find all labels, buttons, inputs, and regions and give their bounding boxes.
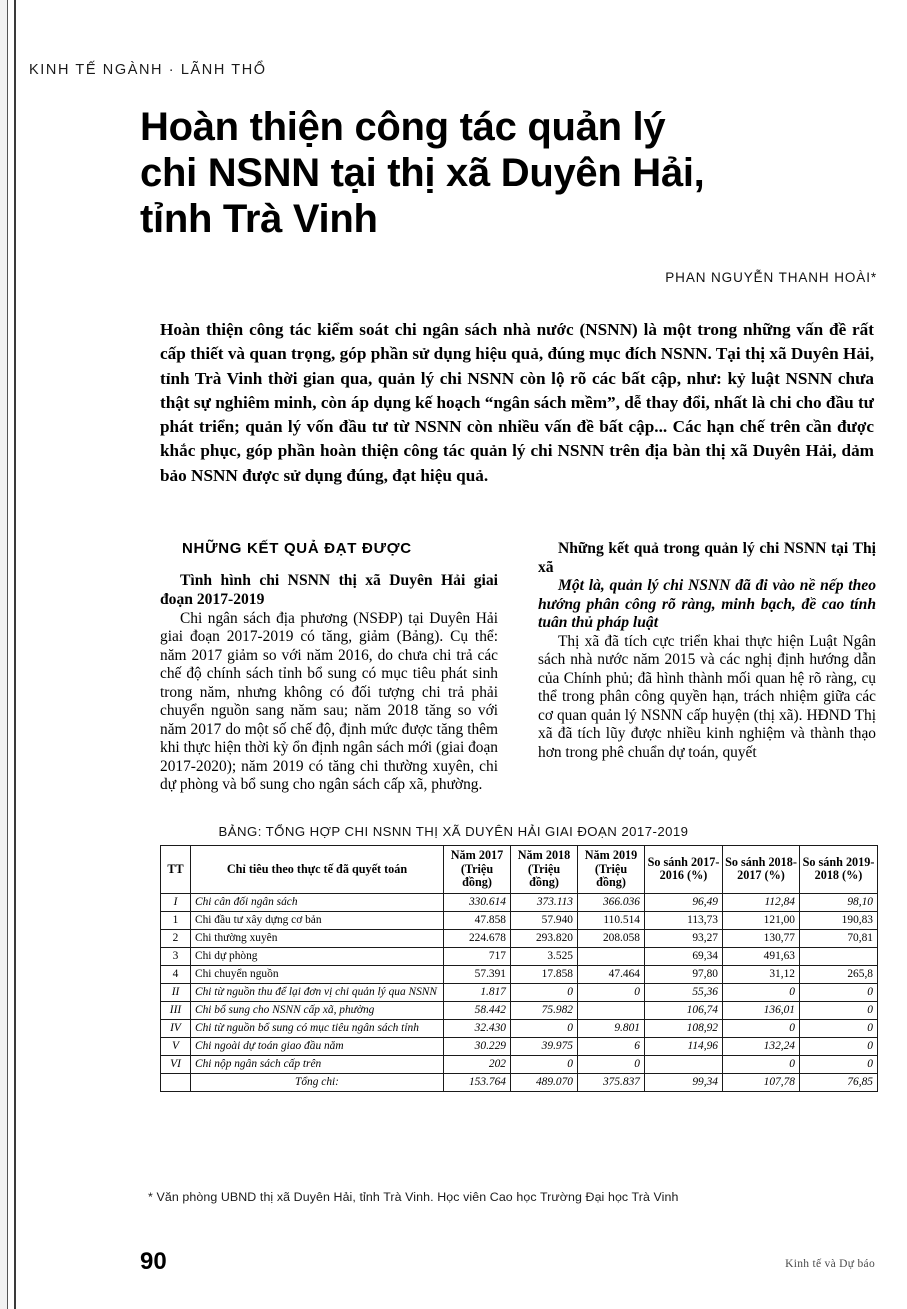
cell-tt: II — [161, 983, 191, 1001]
budget-table — [160, 845, 878, 1092]
cell-label: Chi dự phòng — [191, 947, 444, 965]
right-italic-heading: Một là, quản lý chi NSNN đã đi vào nề nếp theo hướng phân công rõ ràng, minh bạch, đề cao tính tuân thủ pháp luật — [538, 577, 876, 632]
cell-label: Chi nộp ngân sách cấp trên — [191, 1055, 444, 1073]
cell-tt: 4 — [161, 965, 191, 983]
cell-2019: 6 — [578, 1037, 645, 1055]
left-subheading: Tình hình chi NSNN thị xã Duyên Hải giai đoạn 2017-2019 — [160, 572, 498, 608]
section-heading: NHỮNG KẾT QUẢ ĐẠT ĐƯỢC — [182, 540, 412, 557]
cell-tt: 2 — [161, 929, 191, 947]
cell-tt: V — [161, 1037, 191, 1055]
cell-2018: 57.940 — [511, 911, 578, 929]
cell-cmp-1716: 96,49 — [645, 893, 723, 911]
cell-total-cmp-1817: 107,78 — [723, 1073, 800, 1091]
cell-label: Chi bổ sung cho NSNN cấp xã, phường — [191, 1001, 444, 1019]
cell-cmp-1817: 136,01 — [723, 1001, 800, 1019]
table-header-row — [161, 846, 878, 894]
cell-cmp-1918: 265,8 — [800, 965, 878, 983]
cell-2018: 0 — [511, 1055, 578, 1073]
table-row — [161, 1037, 878, 1055]
table-row — [161, 983, 878, 1001]
cell-total-2017: 153.764 — [444, 1073, 511, 1091]
table-row — [161, 1019, 878, 1037]
journal-name: Kinh tế và Dự báo — [785, 1258, 875, 1270]
cell-2018: 75.982 — [511, 1001, 578, 1019]
column-left — [160, 540, 498, 795]
article-abstract: Hoàn thiện công tác kiểm soát chi ngân sách nhà nước (NSNN) là một trong những vấn đề rất cấp thiết và quan trọng, góp phần sử dụng hiệu quả, đúng mục đích NSNN. Tại thị xã Duyên Hải, tỉnh Trà Vinh thời gian qua, quản lý chi NSNN còn lộ rõ các bất cập, như: kỷ luật NSNN chưa thật sự nghiêm minh, còn áp dụng kế hoạch “ngân sách mềm”, dễ thay đổi, nhất là chi cho đầu tư phát triển; quản lý vốn đầu tư từ NSNN còn nhiều vấn đề bất cập... Các hạn chế trên cần được khắc phục, góp phần hoàn thiện công tác quản lý chi NSNN trên địa bàn thị xã Duyên Hải, dảm bảo NSNN được sử dụng đúng, đạt hiệu quả. — [160, 320, 874, 485]
cell-2019: 208.058 — [578, 929, 645, 947]
cell-label: Chi từ nguồn bổ sung có mục tiêu ngân sách tỉnh — [191, 1019, 444, 1037]
cell-cmp-1817: 0 — [723, 983, 800, 1001]
cell-cmp-1817: 491,63 — [723, 947, 800, 965]
title-line-1: Hoàn thiện công tác quản lý — [140, 105, 666, 149]
cell-cmp-1918: 0 — [800, 983, 878, 1001]
cell-tt: 3 — [161, 947, 191, 965]
cell-cmp-1817: 130,77 — [723, 929, 800, 947]
cell-2019: 0 — [578, 1055, 645, 1073]
cell-cmp-1716 — [645, 1055, 723, 1073]
cell-cmp-1918 — [800, 947, 878, 965]
cell-2017: 1.817 — [444, 983, 511, 1001]
cell-2019: 47.464 — [578, 965, 645, 983]
cell-label: Chi ngoài dự toán giao đầu năm — [191, 1037, 444, 1055]
cell-cmp-1716: 97,80 — [645, 965, 723, 983]
table-row — [161, 1001, 878, 1019]
cell-tt: III — [161, 1001, 191, 1019]
cell-cmp-1918: 0 — [800, 1001, 878, 1019]
cell-cmp-1716: 106,74 — [645, 1001, 723, 1019]
col-header-compare-2017-2016: So sánh 2017-2016 (%) — [645, 846, 723, 894]
cell-total-2019: 375.837 — [578, 1073, 645, 1091]
cell-cmp-1716: 55,36 — [645, 983, 723, 1001]
cell-label: Chi cân đối ngân sách — [191, 893, 444, 911]
page-number: 90 — [140, 1248, 167, 1275]
col-header-2018: Năm 2018 (Triệu đồng) — [511, 846, 578, 894]
cell-2018: 293.820 — [511, 929, 578, 947]
cell-label: Chi đầu tư xây dựng cơ bản — [191, 911, 444, 929]
cell-tt: 1 — [161, 911, 191, 929]
left-paragraph: Chi ngân sách địa phương (NSĐP) tại Duyên Hải giai đoạn 2017-2019 có tăng, giảm (Bảng). Cụ thể: năm 2017 giảm so với năm 2016, do chưa chi trả các chế độ chính sách tỉnh bổ sung có mục tiêu phát sinh trong năm, nhưng không có đối tượng chi trả phải chuyển nguồn sang năm sau; năm 2018 tăng so với năm 2017 do một số chế độ, định mức được tăng thêm khi thực hiện thời kỳ ổn định ngân sách mới (giai đoạn 2017-2020); năm 2019 có tăng chi thường xuyên, chi dự phòng và bổ sung cho ngân sách cấp xã, phường. — [160, 609, 498, 794]
cell-2019: 366.036 — [578, 893, 645, 911]
budget-table-wrapper — [160, 845, 877, 1092]
cell-tt: IV — [161, 1019, 191, 1037]
cell-cmp-1918: 0 — [800, 1055, 878, 1073]
cell-2018: 373.113 — [511, 893, 578, 911]
cell-cmp-1817: 121,00 — [723, 911, 800, 929]
cell-total-cmp-1716: 99,34 — [645, 1073, 723, 1091]
cell-cmp-1817: 0 — [723, 1055, 800, 1073]
cell-tt: VI — [161, 1055, 191, 1073]
cell-2017: 58.442 — [444, 1001, 511, 1019]
cell-cmp-1918: 0 — [800, 1037, 878, 1055]
cell-cmp-1918: 0 — [800, 1019, 878, 1037]
cell-cmp-1716: 69,34 — [645, 947, 723, 965]
cell-cmp-1716: 113,73 — [645, 911, 723, 929]
table-total-row — [161, 1073, 878, 1091]
cell-2019 — [578, 1001, 645, 1019]
cell-cmp-1918: 70,81 — [800, 929, 878, 947]
cell-2019 — [578, 947, 645, 965]
cell-total-label: Tổng chi: — [191, 1073, 444, 1091]
cell-2018: 39.975 — [511, 1037, 578, 1055]
section-kicker: KINH TẾ NGÀNH · LÃNH THỔ — [29, 62, 267, 78]
cell-2018: 0 — [511, 983, 578, 1001]
col-header-2017: Năm 2017 (Triệu đồng) — [444, 846, 511, 894]
cell-2018: 17.858 — [511, 965, 578, 983]
right-subheading: Những kết quả trong quản lý chi NSNN tại Thị xã — [538, 540, 876, 576]
two-column-body — [160, 540, 876, 815]
table-row — [161, 893, 878, 911]
table-row — [161, 911, 878, 929]
cell-label: Chi thường xuyên — [191, 929, 444, 947]
table-row — [161, 965, 878, 983]
cell-2018: 3.525 — [511, 947, 578, 965]
col-header-indicator: Chỉ tiêu theo thực tế đã quyết toán — [191, 846, 444, 894]
author-footnote: * Văn phòng UBND thị xã Duyên Hải, tỉnh Trà Vinh. Học viên Cao học Trường Đại học Trà Vinh — [148, 1190, 679, 1204]
page-title — [140, 104, 800, 242]
table-row — [161, 929, 878, 947]
cell-cmp-1918: 98,10 — [800, 893, 878, 911]
cell-cmp-1716: 108,92 — [645, 1019, 723, 1037]
cell-total-2018: 489.070 — [511, 1073, 578, 1091]
table-caption: BẢNG: TỔNG HỢP CHI NSNN THỊ XÃ DUYÊN HẢI GIAI ĐOẠN 2017-2019 — [218, 824, 689, 839]
table-row — [161, 947, 878, 965]
cell-tt-total — [161, 1073, 191, 1091]
title-line-2: chi NSNN tại thị xã Duyên Hải, — [140, 151, 705, 195]
title-line-3: tỉnh Trà Vinh — [140, 197, 378, 241]
cell-2017: 330.614 — [444, 893, 511, 911]
cell-cmp-1716: 114,96 — [645, 1037, 723, 1055]
col-header-compare-2018-2017: So sánh 2018-2017 (%) — [723, 846, 800, 894]
cell-cmp-1817: 112,84 — [723, 893, 800, 911]
right-paragraph: Thị xã đã tích cực triển khai thực hiện Luật Ngân sách nhà nước năm 2015 và các nghị định hướng dẫn của Chính phủ; đã hình thành mối quan hệ rõ ràng, cụ thể trong phân công quyền hạn, trách nhiệm giữa các cơ quan quản lý NSNN cấp huyện (thị xã). HĐND Thị xã đã tích lũy được nhiều kinh nghiệm và thành thạo hơn trong phê chuẩn dự toán, quyết — [538, 632, 876, 761]
author-byline: PHAN NGUYỄN THANH HOÀI* — [665, 270, 877, 285]
cell-2017: 47.858 — [444, 911, 511, 929]
cell-2017: 224.678 — [444, 929, 511, 947]
cell-2017: 202 — [444, 1055, 511, 1073]
col-header-compare-2019-2018: So sánh 2019-2018 (%) — [800, 846, 878, 894]
cell-2017: 32.430 — [444, 1019, 511, 1037]
cell-2017: 717 — [444, 947, 511, 965]
cell-label: Chi chuyển nguồn — [191, 965, 444, 983]
cell-tt: I — [161, 893, 191, 911]
cell-cmp-1817: 0 — [723, 1019, 800, 1037]
cell-cmp-1817: 31,12 — [723, 965, 800, 983]
table-body — [161, 893, 878, 1091]
cell-total-cmp-1918: 76,85 — [800, 1073, 878, 1091]
cell-2019: 110.514 — [578, 911, 645, 929]
cell-2018: 0 — [511, 1019, 578, 1037]
cell-2019: 9.801 — [578, 1019, 645, 1037]
cell-2019: 0 — [578, 983, 645, 1001]
col-header-tt: TT — [161, 846, 191, 894]
table-row — [161, 1055, 878, 1073]
cell-2017: 30.229 — [444, 1037, 511, 1055]
cell-cmp-1716: 93,27 — [645, 929, 723, 947]
cell-2017: 57.391 — [444, 965, 511, 983]
scan-edge-artifact-inner — [0, 0, 8, 1309]
column-right — [538, 540, 876, 762]
col-header-2019: Năm 2019 (Triệu đồng) — [578, 846, 645, 894]
cell-cmp-1817: 132,24 — [723, 1037, 800, 1055]
cell-label: Chi từ nguồn thu để lại đơn vị chi quản lý qua NSNN — [191, 983, 444, 1001]
cell-cmp-1918: 190,83 — [800, 911, 878, 929]
